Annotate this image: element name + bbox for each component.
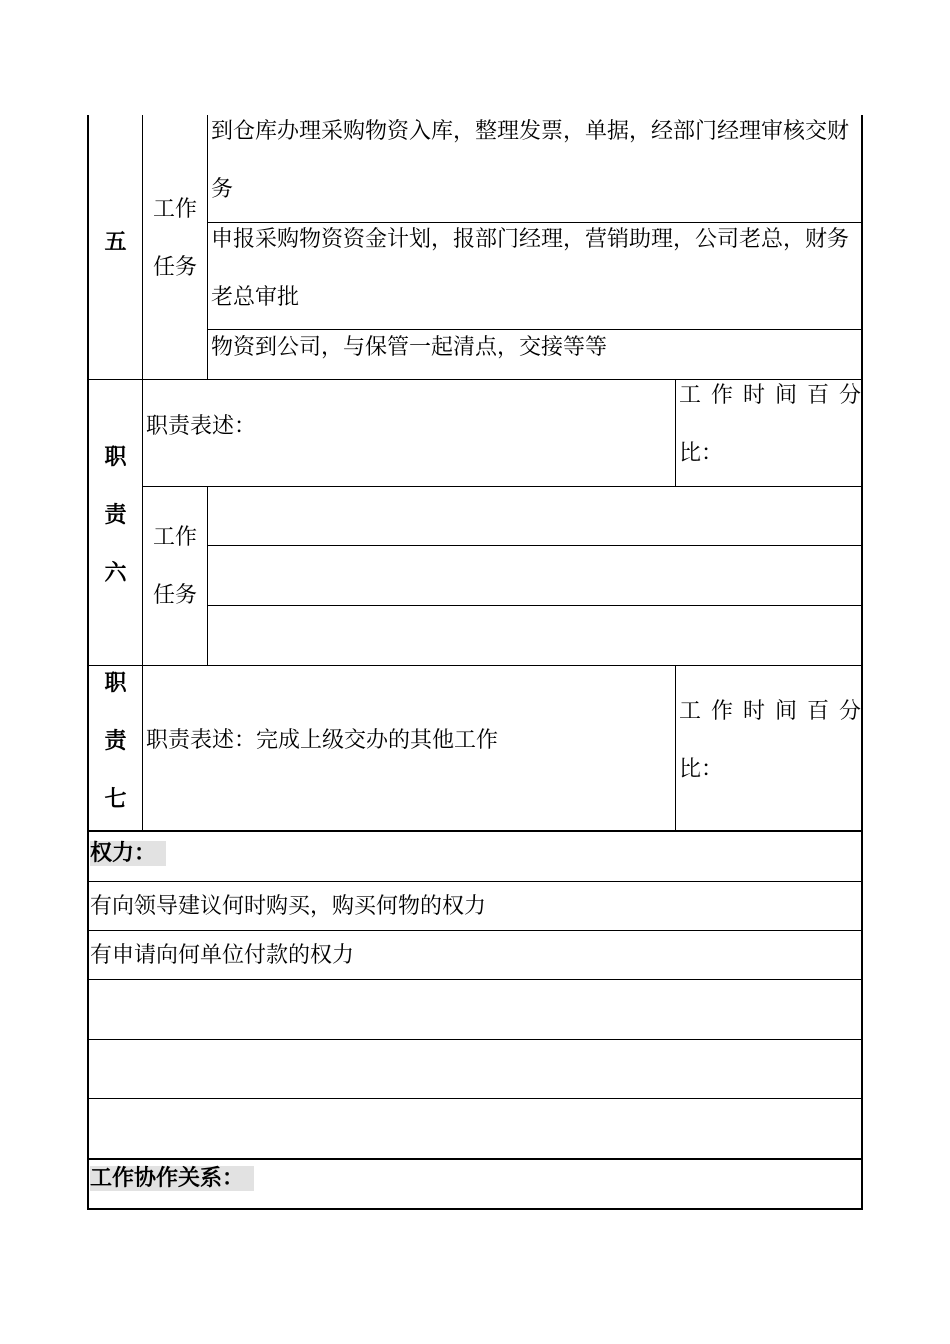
duty6-description: 职责表述： bbox=[146, 414, 257, 439]
row-divider bbox=[87, 1039, 863, 1040]
column-divider bbox=[207, 115, 208, 380]
column-divider bbox=[675, 666, 676, 831]
duty5-task-label-line2: 任务 bbox=[152, 255, 197, 280]
cooperation-heading-row bbox=[90, 1162, 254, 1196]
duty5-task-label-line1: 工作 bbox=[152, 197, 197, 222]
duty7-label-char2: 责 bbox=[104, 728, 127, 754]
duty7-time-percent-line1: 工作时间百分 bbox=[679, 699, 872, 724]
row-divider bbox=[87, 1098, 863, 1099]
row-divider bbox=[142, 486, 863, 487]
duty6-task-label-line2: 任务 bbox=[152, 583, 197, 608]
table-border-right bbox=[861, 115, 863, 1210]
job-description-table bbox=[87, 115, 872, 1210]
duty7-label-char1: 职 bbox=[104, 670, 127, 696]
duty6-time-percent-line2: 比： bbox=[679, 441, 724, 466]
duty6-label-char3: 六 bbox=[104, 560, 127, 586]
row-divider bbox=[207, 605, 863, 606]
authority-item-2: 有申请向何单位付款的权力 bbox=[90, 943, 355, 968]
authority-heading: 权力： bbox=[90, 841, 166, 866]
duty6-time-percent-line1: 工作时间百分 bbox=[679, 383, 872, 408]
duty7-time-percent-line2: 比： bbox=[679, 757, 724, 782]
duty7-description: 职责表述：完成上级交办的其他工作 bbox=[146, 728, 499, 753]
duty5-task-1: 到仓库办理采购物资入库，整理发票，单据，经部门经理审核交财务 bbox=[211, 119, 850, 202]
duty6-label-char1: 职 bbox=[104, 444, 127, 470]
duty5-task-2: 申报采购物资资金计划，报部门经理，营销助理，公司老总，财务老总审批 bbox=[211, 227, 850, 310]
column-divider bbox=[675, 380, 676, 487]
row-divider bbox=[207, 545, 863, 546]
duty5-task-3: 物资到公司，与保管一起清点，交接等等 bbox=[211, 335, 608, 360]
row-divider bbox=[87, 665, 863, 666]
duty6-label-char2: 责 bbox=[104, 502, 127, 528]
authority-item-1: 有向领导建议何时购买，购买何物的权力 bbox=[90, 894, 487, 919]
cooperation-heading: 工作协作关系： bbox=[90, 1166, 254, 1191]
row-divider-thick bbox=[87, 830, 863, 832]
duty7-label-char3: 七 bbox=[104, 786, 127, 812]
table-border-bottom bbox=[87, 1208, 863, 1210]
column-divider bbox=[207, 487, 208, 666]
row-divider-thick bbox=[87, 1158, 863, 1160]
authority-heading-row bbox=[90, 837, 166, 871]
duty6-task-label-line1: 工作 bbox=[152, 525, 197, 550]
duty5-number: 五 bbox=[104, 229, 127, 255]
